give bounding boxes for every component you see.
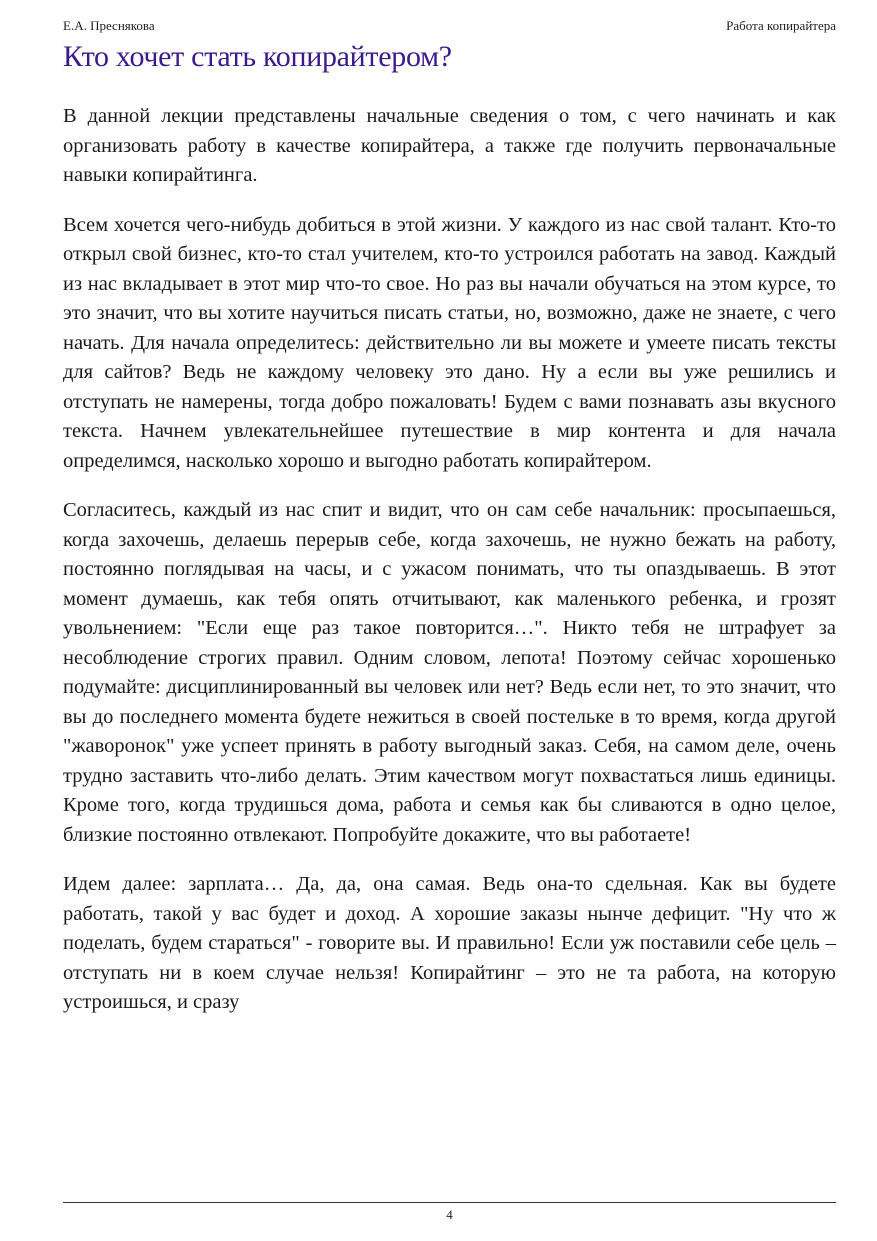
- header-document-title: Работа копирайтера: [726, 18, 836, 33]
- paragraph: Идем далее: зарплата… Да, да, она самая. Ведь она-то сдельная. Как вы будете работать, такой у вас будет и доход. А хорошие заказы нынче дефицит. "Ну что ж поделать, будем стараться" - говорите вы. И правильно! Если уж поставили себе цель – отступать ни в коем случае нельзя! Копирайтинг – это не та работа, на которую устроишься, и сразу: [63, 873, 836, 1013]
- document-page: [63, 0, 836, 1241]
- paragraph: Согласитесь, каждый из нас спит и видит, что он сам себе начальник: просыпаешься, когда захочешь, делаешь перерыв себе, когда захочешь, не нужно бежать на работу, постоянно поглядывая на часы, и с ужасом понимать, что ты опаздываешь. В этот момент думаешь, как тебя опять отчитывают, как маленького ребенка, и грозят увольнением: "Если еще раз такое повторится…". Никто тебя не штрафует за несоблюдение строгих правил. Одним словом, лепота! Поэтому сейчас хорошенько подумайте: дисциплинированный вы человек или нет? Ведь если нет, то это значит, что вы до последнего момента будете нежиться в своей постельке в то время, когда другой "жаворонок" уже успеет принять в работу выгодный заказ. Себя, на самом деле, очень трудно заставить что-либо делать. Этим качеством могут похвастаться лишь единицы. Кроме того, когда трудишься дома, работа и семья как бы сливаются в одно целое, близкие постоянно отвлекают. Попробуйте докажите, что вы работаете!: [63, 499, 836, 846]
- running-header: [63, 17, 836, 35]
- page-number: 4: [446, 1207, 453, 1222]
- header-author: Е.А. Преснякова: [63, 18, 155, 33]
- footer-divider: [63, 1202, 836, 1203]
- paragraph: Всем хочется чего-нибудь добиться в этой жизни. У каждого из нас свой талант. Кто-то открыл свой бизнес, кто-то стал учителем, кто-то устроился работать на завод. Каждый из нас вкладывает в этот мир что-то свое. Но раз вы начали обучаться на этом курсе, то это значит, что вы хотите научиться писать статьи, но, возможно, даже не знаете, с чего начать. Для начала определитесь: действительно ли вы можете и умеете писать тексты для сайтов? Ведь не каждому человеку это дано. Ну а если вы уже решились и отступать не намерены, тогда добро пожаловать! Будем с вами познавать азы вкусного текста. Начнем увлекательнейшее путешествие в мир контента и для начала определимся, насколько хорошо и выгодно работать копирайтером.: [63, 213, 836, 472]
- page-title: Кто хочет стать копирайтером?: [63, 40, 452, 73]
- body-text: [63, 102, 836, 1038]
- paragraph: В данной лекции представлены начальные сведения о том, с чего начинать и как организовать работу в качестве копирайтера, а также где получить первоначальные навыки копирайтинга.: [63, 105, 836, 186]
